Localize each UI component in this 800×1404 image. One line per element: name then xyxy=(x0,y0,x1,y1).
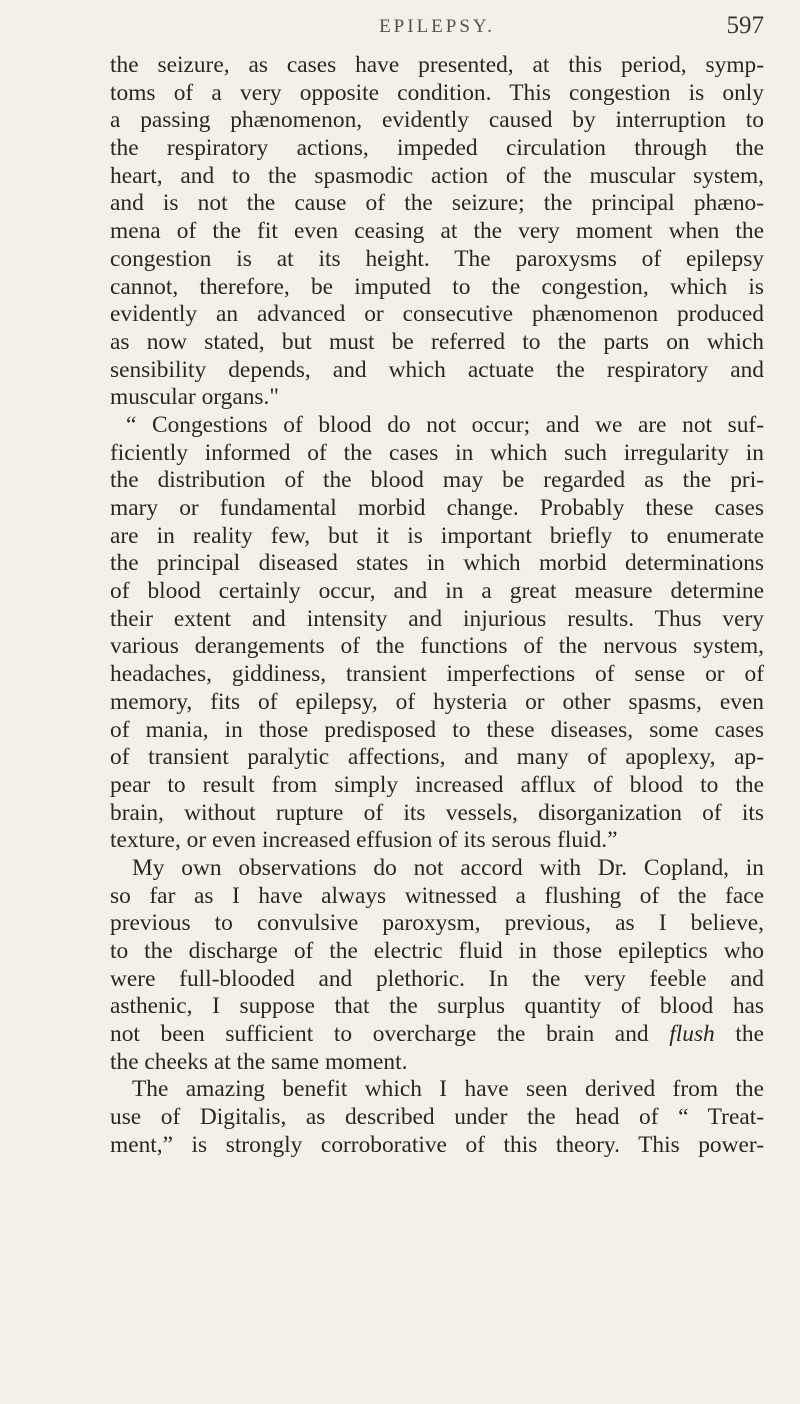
running-title: EPILEPSY. xyxy=(379,16,495,37)
text-line: so far as I have always witnessed a flushing of the face xyxy=(110,882,764,909)
body-text xyxy=(110,52,764,1160)
text-line: were full-blooded and plethoric. In the very feeble and xyxy=(110,965,764,992)
text-line: mena of the fit even ceasing at the very moment when the xyxy=(110,218,764,245)
text-line: as now stated, but must be referred to the parts on which xyxy=(110,328,764,355)
text-line: the cheeks at the same moment. xyxy=(110,1048,408,1075)
paragraph-observations xyxy=(110,855,764,1160)
text-line: mary or fundamental morbid change. Probably these cases xyxy=(110,495,764,521)
text-line-with-italic xyxy=(110,1021,764,1049)
text-line: The amazing benefit which I have seen derived from the xyxy=(132,1076,764,1103)
text-line: evidently an advanced or consecutive phænomenon produced xyxy=(110,301,764,328)
paragraph-continued xyxy=(110,52,764,412)
text-line: congestion is at its height. The paroxysms of epilepsy xyxy=(110,245,764,272)
text-line: texture, or even increased effusion of its serous fluid.” xyxy=(110,827,618,854)
text-line: of blood certainly occur, and in a great measure determine xyxy=(110,578,764,605)
text-line: heart, and to the spasmodic action of the muscular system, xyxy=(110,162,764,189)
text-line: the distribution of the blood may be regarded as the pri- xyxy=(110,467,764,494)
text-line: the principal diseased states in which morbid determinations xyxy=(110,550,764,577)
text-line: of transient paralytic affections, and many of apoplexy, ap- xyxy=(110,744,764,771)
text-line: ment,” is strongly corroborative of this theory. This power- xyxy=(110,1131,764,1158)
line-text: not been sufficient to overcharge the brain and xyxy=(110,1021,649,1048)
text-line: pear to result from simply increased afflux of blood to the xyxy=(110,771,764,798)
text-line: memory, fits of epilepsy, of hysteria or other spasms, even xyxy=(110,688,764,715)
text-line: brain, without rupture of its vessels, disorganization of its xyxy=(110,799,764,826)
text-line: and is not the cause of the seizure; the principal phæno- xyxy=(110,190,764,217)
text-line: use of Digitalis, as described under the head of “ Treat- xyxy=(110,1104,764,1131)
text-line: of mania, in those predisposed to these diseases, some cases xyxy=(110,716,764,743)
paragraph-quotation xyxy=(110,412,764,855)
text-line: sensibility depends, and which actuate the respiratory and xyxy=(110,356,764,383)
text-line: muscular organs." xyxy=(110,384,279,411)
text-line: the seizure, as cases have presented, at this period, symp- xyxy=(110,52,764,78)
text-line: a passing phænomenon, evidently caused by interruption to xyxy=(110,107,764,134)
italic-word: flush xyxy=(669,1021,715,1048)
text-line: My own observations do not accord with Dr. Copland, in xyxy=(132,854,764,881)
text-line: the respiratory actions, impeded circulation through the xyxy=(110,135,764,162)
text-line: their extent and intensity and injurious results. Thus very xyxy=(110,605,764,632)
text-line: toms of a very opposite condition. This congestion is only xyxy=(110,79,764,106)
text-line: to the discharge of the electric fluid in those epileptics who xyxy=(110,938,764,964)
running-head xyxy=(110,14,764,46)
text-line: asthenic, I suppose that the surplus quantity of blood has xyxy=(110,993,764,1020)
text-line: previous to convulsive paroxysm, previous, as I believe, xyxy=(110,910,764,937)
text-line: “ Congestions of blood do not occur; and we are not suf- xyxy=(126,411,764,438)
text-line: headaches, giddiness, transient imperfections of sense or of xyxy=(110,661,764,688)
page-number: 597 xyxy=(726,12,764,39)
text-line: cannot, therefore, be imputed to the congestion, which is xyxy=(110,273,764,300)
text-line: ficiently informed of the cases in which such irregularity in xyxy=(110,439,764,466)
line-tail: the xyxy=(735,1021,764,1048)
text-line: various derangements of the functions of the nervous system, xyxy=(110,633,764,660)
text-line: are in reality few, but it is important briefly to enumerate xyxy=(110,522,764,549)
